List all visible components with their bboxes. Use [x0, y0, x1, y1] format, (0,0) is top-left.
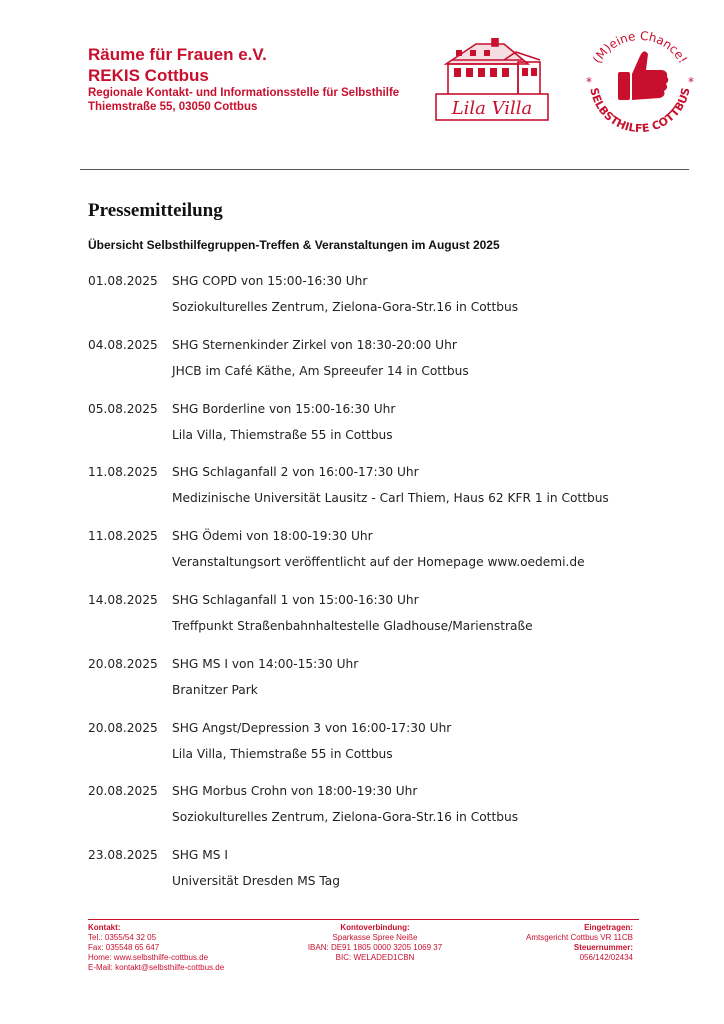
event-location: Soziokulturelles Zentrum, Zielona-Gora-Str.16 in Cottbus	[172, 300, 519, 314]
event-date: 14.08.2025	[88, 592, 158, 607]
event-title: SHG Borderline von 15:00-16:30 Uhr	[172, 401, 396, 416]
footer-register-heading: Eingetragen:	[584, 923, 633, 932]
footer-iban: IBAN: DE91 1805 0000 3205 1069 37	[307, 943, 443, 952]
footer-contact-heading: Kontakt:	[88, 923, 121, 932]
event-item	[88, 461, 688, 525]
svg-text:*: *	[688, 75, 694, 89]
event-date: 20.08.2025	[88, 784, 158, 799]
event-title: SHG MS I	[172, 848, 228, 863]
document-title: Pressemitteilung	[88, 200, 223, 221]
footer-contact	[88, 923, 224, 973]
event-item	[88, 398, 688, 462]
event-item	[88, 589, 688, 653]
organization-name: Räume für Frauen e.V.	[88, 45, 267, 64]
footer-bic: BIC: WELADED1CBN	[335, 953, 415, 962]
event-date: 01.08.2025	[88, 274, 158, 288]
event-title: SHG Schlaganfall 1 von 15:00-16:30 Uhr	[172, 592, 419, 607]
event-title: SHG Sternenkinder Zirkel von 18:30-20:00 Uhr	[172, 337, 457, 352]
event-location: Treffpunkt Straßenbahnhaltestelle Gladhouse/Marienstraße	[172, 618, 533, 633]
event-item	[88, 270, 688, 334]
footer-phone: Tel.: 0355/54 32 05	[88, 933, 157, 942]
svg-text:(M)eine Chance!: (M)eine Chance!	[589, 28, 691, 66]
event-title: SHG Schlaganfall 2 von 16:00-17:30 Uhr	[172, 465, 419, 480]
header-divider	[80, 169, 689, 170]
event-date: 11.08.2025	[88, 529, 158, 544]
event-location: Lila Villa, Thiemstraße 55 in Cottbus	[172, 746, 393, 761]
event-location: Lila Villa, Thiemstraße 55 in Cottbus	[172, 427, 393, 442]
footer-fax: Fax: 035548 65 647	[88, 943, 160, 952]
event-location: JHCB im Café Käthe, Am Spreeufer 14 in Cottbus	[172, 363, 469, 378]
lila-villa-logo	[432, 38, 552, 124]
event-item	[88, 525, 688, 589]
event-location: Soziokulturelles Zentrum, Zielona-Gora-Str.16 in Cottbus	[172, 810, 519, 825]
event-title: SHG MS I von 14:00-15:30 Uhr	[172, 656, 359, 671]
event-list	[88, 270, 688, 908]
footer-bank-heading: Kontoverbindung:	[340, 923, 410, 932]
event-location: Branitzer Park	[172, 682, 258, 697]
svg-text:SELBSTHILFE COTTBUS: SELBSTHILFE COTTBUS	[587, 86, 693, 136]
event-item	[88, 780, 688, 844]
event-item	[88, 844, 688, 908]
footer-register	[480, 923, 633, 963]
footer-court: Amtsgericht Cottbus VR 11CB	[525, 933, 633, 942]
selbsthilfe-cottbus-seal	[574, 16, 706, 148]
organization-branch: REKIS Cottbus	[88, 66, 209, 85]
footer-email: E-Mail: kontakt@selbsthilfe-cottbus.de	[88, 963, 225, 972]
event-location: Veranstaltungsort veröffentlicht auf der Homepage www.oedemi.de	[172, 555, 585, 570]
event-title: SHG COPD von 15:00-16:30 Uhr	[172, 274, 368, 288]
event-date: 11.08.2025	[88, 465, 158, 480]
footer-bank-name: Sparkasse Spree Neiße	[332, 933, 418, 942]
event-item	[88, 717, 688, 781]
event-date: 20.08.2025	[88, 720, 158, 735]
event-date: 20.08.2025	[88, 656, 158, 671]
organization-address: Thiemstraße 55, 03050 Cottbus	[88, 101, 258, 113]
document-subtitle: Übersicht Selbsthilfegruppen-Treffen & Veranstaltungen im August 2025	[88, 238, 500, 252]
event-location: Universität Dresden MS Tag	[172, 874, 340, 889]
event-location: Medizinische Universität Lausitz - Carl Thiem, Haus 62 KFR 1 in Cottbus	[172, 491, 609, 506]
event-title: SHG Morbus Crohn von 18:00-19:30 Uhr	[172, 784, 418, 799]
organization-description: Regionale Kontakt- und Informationsstelle für Selbsthilfe	[88, 87, 400, 99]
footer-bank	[268, 923, 482, 963]
svg-text:Lila Villa: Lila Villa	[451, 98, 533, 119]
event-date: 23.08.2025	[88, 848, 158, 863]
footer-divider	[88, 919, 639, 920]
event-date: 04.08.2025	[88, 337, 158, 352]
thumbs-up-icon	[618, 51, 668, 100]
svg-text:*: *	[586, 75, 592, 89]
organization-header	[88, 44, 399, 114]
footer-tax-number: 056/142/02434	[579, 953, 633, 962]
event-item	[88, 334, 688, 398]
event-title: SHG Angst/Depression 3 von 16:00-17:30 Uhr	[172, 720, 452, 735]
event-date: 05.08.2025	[88, 401, 158, 416]
footer-tax-heading: Steuernummer:	[573, 943, 633, 952]
footer-homepage: Home: www.selbsthilfe-cottbus.de	[88, 953, 209, 962]
event-title: SHG Ödemi von 18:00-19:30 Uhr	[172, 529, 373, 544]
event-item	[88, 653, 688, 717]
